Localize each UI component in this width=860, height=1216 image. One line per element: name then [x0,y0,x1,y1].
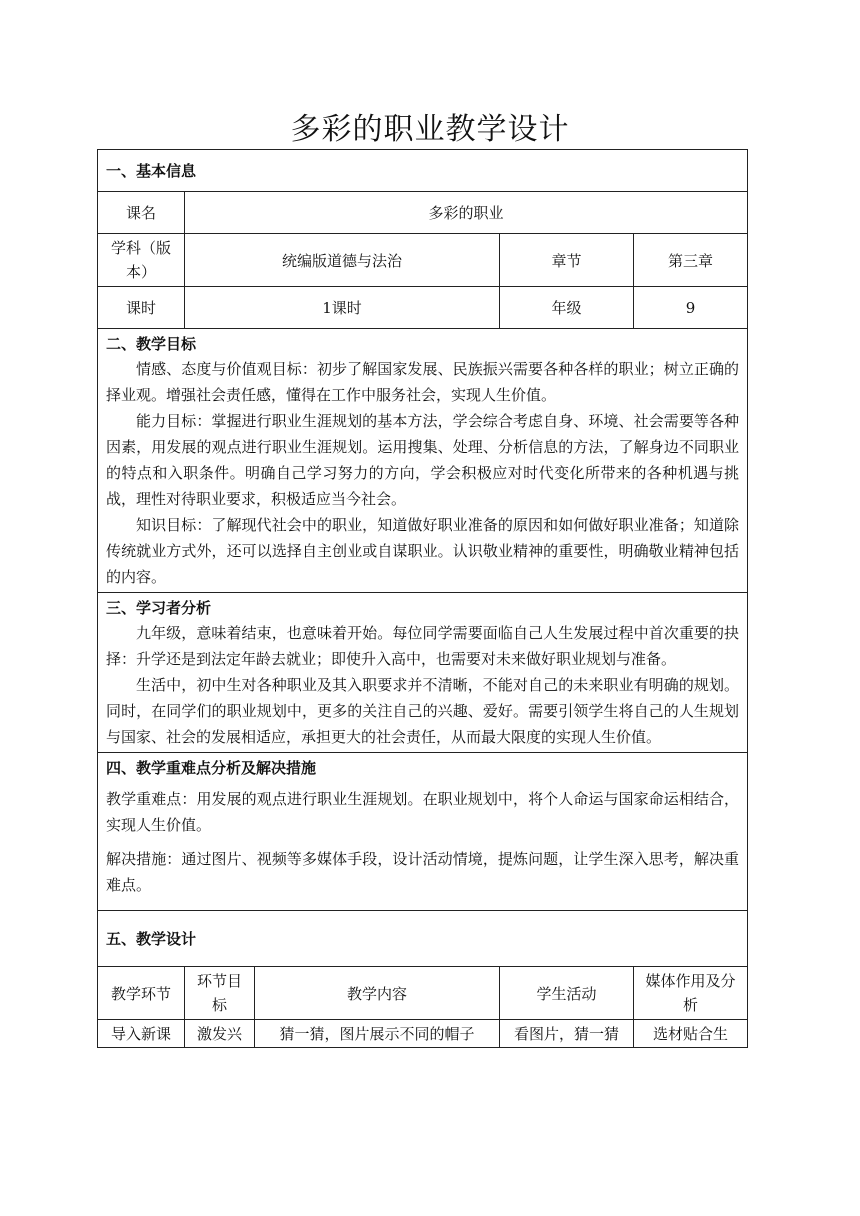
design-cell: 看图片，猜一猜 [500,1020,634,1048]
course-name-value: 多彩的职业 [185,192,748,234]
learners-block [98,593,748,753]
subject-label: 学科（版本） [98,234,185,287]
section-heading-design: 五、教学设计 [98,911,748,967]
design-col-header: 媒体作用及分析 [634,967,748,1020]
hours-value: 1课时 [185,287,500,329]
chapter-label: 章节 [500,234,634,287]
page-title: 多彩的职业教学设计 [290,112,570,147]
objective-paragraph: 情感、态度与价值观目标：初步了解国家发展、民族振兴需要各种各样的职业；树立正确的择业观。增强社会责任感，懂得在工作中服务社会，实现人生价值。 [106,360,740,404]
key-points-block [98,753,748,911]
subject-value: 统编版道德与法治 [185,234,500,287]
objectives-block [98,329,748,593]
key-point-paragraph: 解决措施：通过图片、视频等多媒体手段，设计活动情境，提炼问题，让学生深入思考，解决重难点。 [106,850,740,894]
chapter-value: 第三章 [634,234,748,287]
design-col-header: 教学内容 [255,967,500,1020]
design-cell: 猜一猜，图片展示不同的帽子 [255,1020,500,1048]
design-cell: 导入新课 [98,1020,185,1048]
key-point-paragraph: 教学重难点：用发展的观点进行职业生涯规划。在职业规划中，将个人命运与国家命运相结合，实现人生价值。 [106,790,740,834]
section-heading-key-points: 四、教学重难点分析及解决措施 [106,759,317,777]
objective-paragraph: 知识目标：了解现代社会中的职业，知道做好职业准备的原因和如何做好职业准备；知道除传统就业方式外，还可以选择自主创业或自谋职业。认识敬业精神的重要性，明确敬业精神包括的内容。 [106,516,740,586]
design-col-header: 学生活动 [500,967,634,1020]
section-heading-learners: 三、学习者分析 [106,599,212,617]
table-row [98,1020,748,1048]
design-cell: 选材贴合生 [634,1020,748,1048]
section-heading-basic-info: 一、基本信息 [98,150,748,192]
learner-paragraph: 生活中，初中生对各种职业及其入职要求并不清晰，不能对自己的未来职业有明确的规划。同时，在同学们的职业规划中，更多的关注自己的兴趣、爱好。需要引领学生将自己的人生规划与国家、社会的发展相适应，承担更大的社会责任，从而最大限度的实现人生价值。 [106,676,740,746]
lesson-plan-table [97,149,747,1048]
section-heading-objectives: 二、教学目标 [106,335,197,353]
design-col-header: 环节目标 [185,967,255,1020]
hours-label: 课时 [98,287,185,329]
objective-paragraph: 能力目标：掌握进行职业生涯规划的基本方法，学会综合考虑自身、环境、社会需要等各种因素，用发展的观点进行职业生涯规划。运用搜集、处理、分析信息的方法，了解身边不同职业的特点和入职条件。明确自己学习努力的方向，学会积极应对时代变化所带来的各种机遇与挑战，理性对待职业要求，积极适应当今社会。 [106,412,740,508]
grade-value: 9 [634,287,748,329]
course-name-label: 课名 [98,192,185,234]
design-cell: 激发兴 [185,1020,255,1048]
design-col-header: 教学环节 [98,967,185,1020]
learner-paragraph: 九年级，意味着结束，也意味着开始。每位同学需要面临自己人生发展过程中首次重要的抉择：升学还是到法定年龄去就业；即使升入高中，也需要对未来做好职业规划与准备。 [106,624,740,668]
grade-label: 年级 [500,287,634,329]
